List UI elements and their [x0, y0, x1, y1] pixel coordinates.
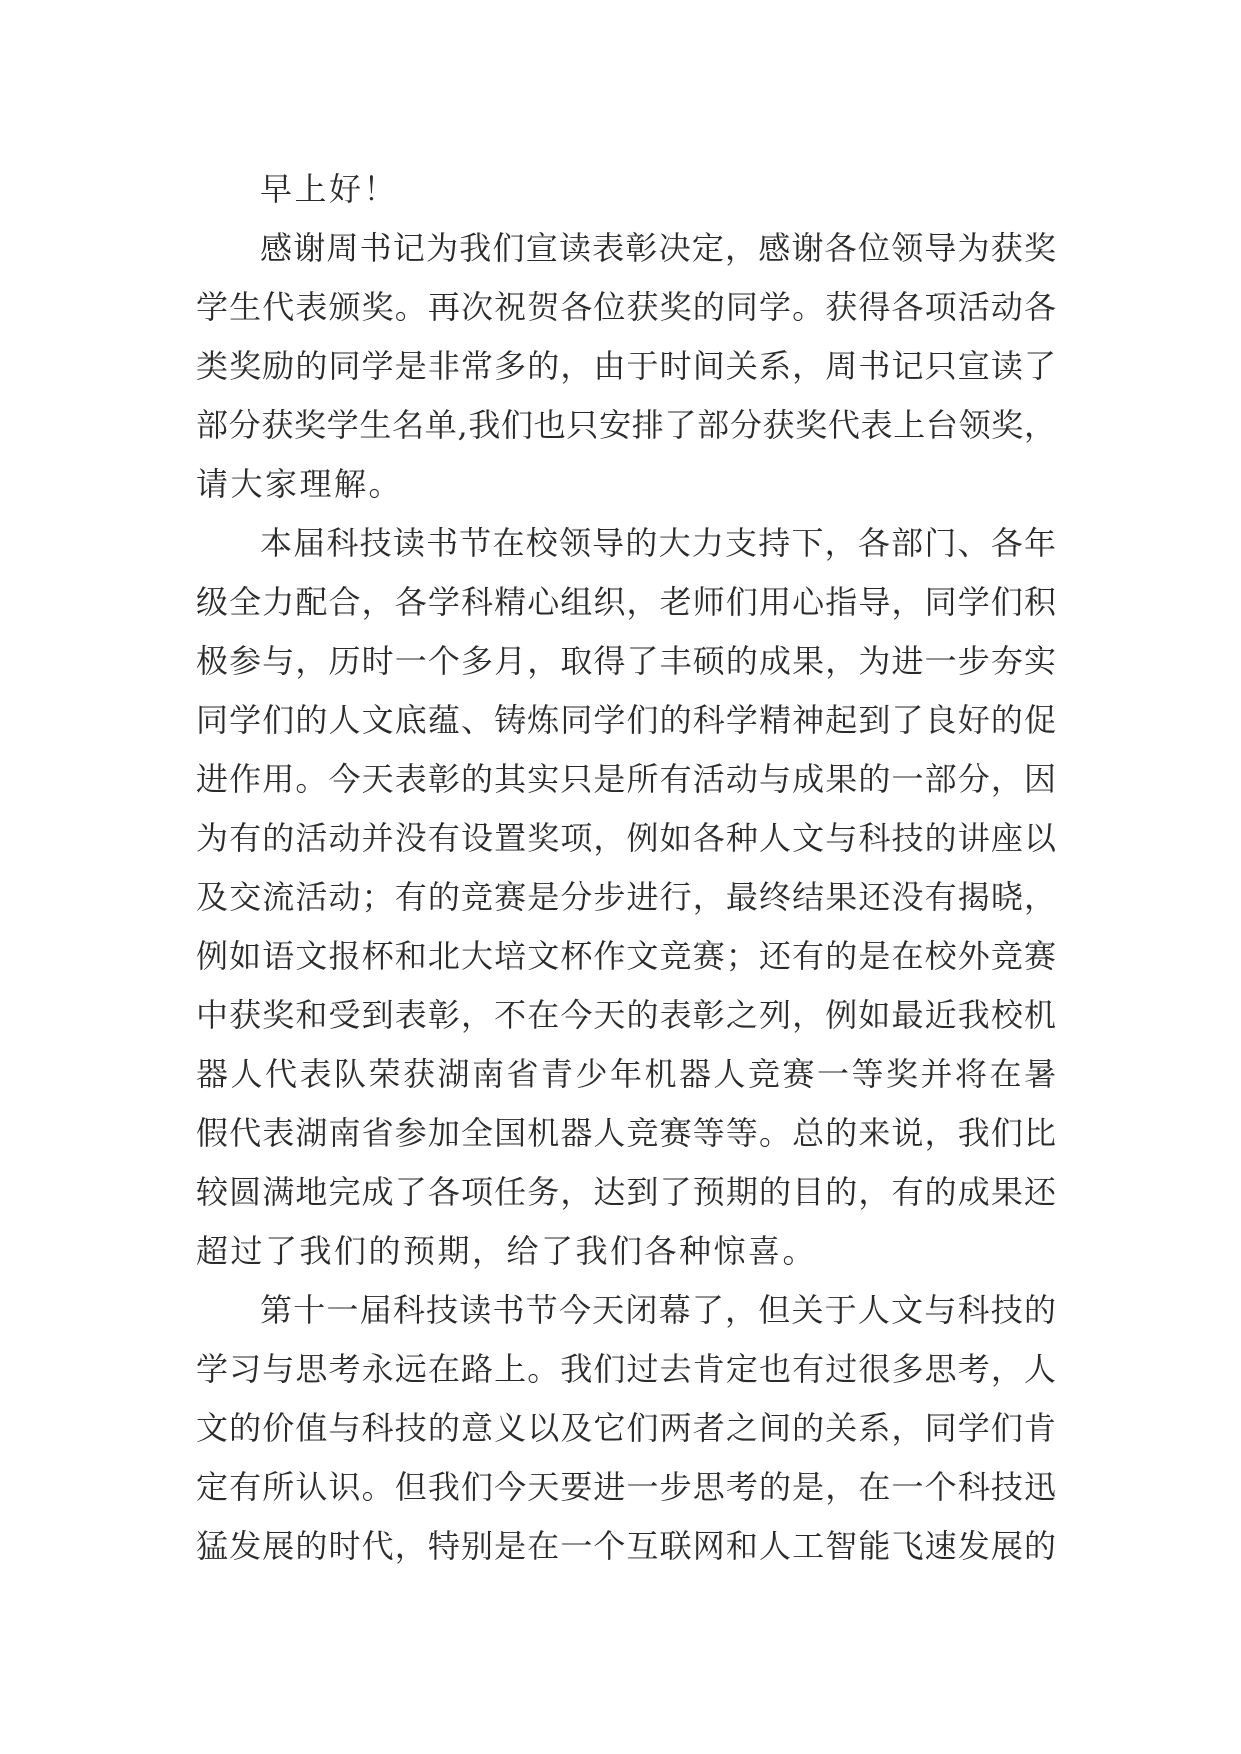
- text-line: 定有所认识。但我们今天要进一步思考的是，在一个科技迅: [196, 1468, 1056, 1506]
- text-line: 为有的活动并没有设置奖项，例如各种人文与科技的讲座以: [196, 819, 1056, 857]
- text-line: 学习与思考永远在路上。我们过去肯定也有过很多思考，人: [196, 1350, 1056, 1388]
- document-body: [196, 160, 1056, 1576]
- text-line: 极参与，历时一个多月，取得了丰硕的成果，为进一步夯实: [196, 642, 1056, 680]
- text-line: 类奖励的同学是非常多的，由于时间关系，周书记只宣读了: [196, 347, 1056, 385]
- text-line: 学生代表颁奖。再次祝贺各位获奖的同学。获得各项活动各: [196, 288, 1056, 326]
- text-line: 较圆满地完成了各项任务，达到了预期的目的，有的成果还: [196, 1173, 1056, 1211]
- text-line: 同学们的人文底蕴、铸炼同学们的科学精神起到了良好的促: [196, 701, 1056, 739]
- text-line: 进作用。今天表彰的其实只是所有活动与成果的一部分，因: [196, 760, 1056, 798]
- text-line: 部分获奖学生名单,我们也只安排了部分获奖代表上台领奖，: [196, 406, 1056, 444]
- text-line: 超过了我们的预期，给了我们各种惊喜。: [196, 1232, 818, 1270]
- text-line: 级全力配合，各学科精心组织，老师们用心指导，同学们积: [196, 583, 1056, 621]
- text-line: 第十一届科技读书节今天闭幕了，但关于人文与科技的: [260, 1291, 1056, 1329]
- text-line: 中获奖和受到表彰，不在今天的表彰之列，例如最近我校机: [196, 996, 1056, 1034]
- text-line: 感谢周书记为我们宣读表彰决定，感谢各位领导为获奖: [260, 229, 1056, 267]
- text-line: 本届科技读书节在校领导的大力支持下，各部门、各年: [260, 524, 1056, 562]
- text-line: 及交流活动；有的竞赛是分步进行，最终结果还没有揭晓，: [196, 878, 1056, 916]
- text-line: 器人代表队荣获湖南省青少年机器人竞赛一等奖并将在暑: [196, 1055, 1056, 1093]
- text-line: 早上好！: [260, 170, 399, 208]
- text-line: 例如语文报杯和北大培文杯作文竞赛；还有的是在校外竞赛: [196, 937, 1056, 975]
- text-line: 文的价值与科技的意义以及它们两者之间的关系，同学们肯: [196, 1409, 1056, 1447]
- text-line: 猛发展的时代，特别是在一个互联网和人工智能飞速发展的: [196, 1527, 1056, 1565]
- text-line: 请大家理解。: [196, 465, 404, 503]
- text-line: 假代表湖南省参加全国机器人竞赛等等。总的来说，我们比: [196, 1114, 1056, 1152]
